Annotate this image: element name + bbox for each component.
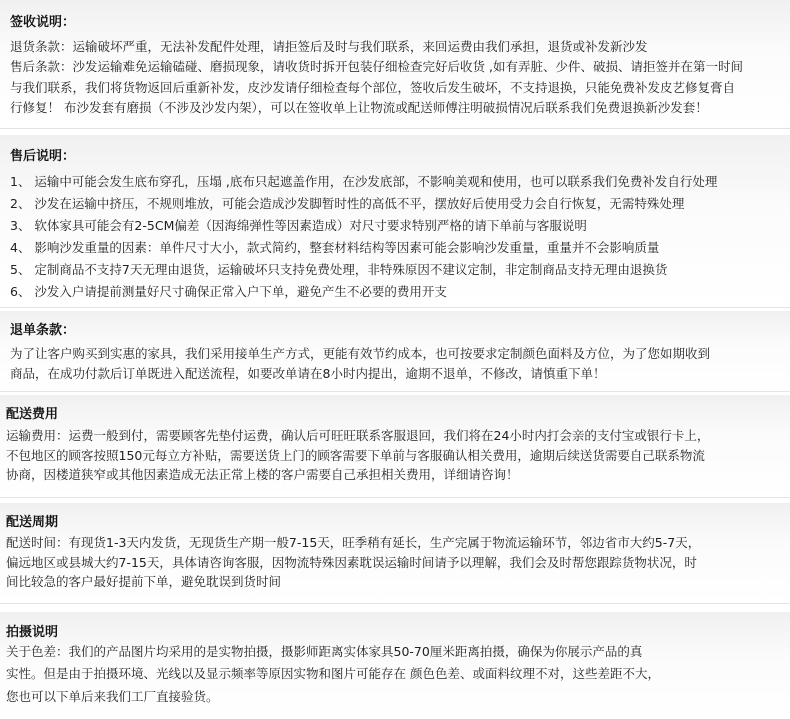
section-heading: 签收说明： (10, 15, 76, 30)
section-line: 售后条款：沙发运输难免运输磕碰、磨损现象，请收货时拆开包装仔细检查完好后收货 ,如有弄脏、少件、破损、请拒签并在第一时间 (10, 59, 743, 74)
section-delivery-time (0, 503, 790, 603)
list-item: 6、 沙发入户请提前测量好尺寸确保正常入户下单，避免产生不必要的费用开支 (10, 284, 447, 299)
section-line: 关于色差：我们的产品图片均采用的是实物拍摄，摄影师距离实体家具50-70厘米距离拍摄，确保为你展示产品的真 (6, 644, 643, 659)
list-item: 2、 沙发在运输中挤压，不规则堆放，可能会造成沙发脚暂时性的高低不平，摆放好后使用受力会自行恢复，无需特殊处理 (10, 196, 685, 211)
section-line: 间比较急的客户最好提前下单，避免耽误到货时间 (6, 574, 282, 589)
section-after-sales (0, 135, 790, 307)
divider (0, 497, 790, 498)
section-heading: 售后说明： (10, 149, 76, 164)
list-item: 5、 定制商品不支持7天无理由退货，运输破坏只支持免费处理，非特殊原因不建议定制，非定制商品支持无理由退换货 (10, 262, 668, 277)
section-line: 实性。但是由于拍摄环境、光线以及显示频率等原因实物和图片可能存在 颜色色差、或面料纹理不对，这些差距不大， (6, 666, 660, 681)
list-item: 1、 运输中可能会发生底布穿孔，压塌 ,底布只起遮盖作用，在沙发底部，不影响美观和使用，也可以联系我们免费补发自行处理 (10, 174, 718, 189)
list-item: 4、 影响沙发重量的因素：单件尺寸大小，款式简约，整套材料结构等因素可能会影响沙发重量，重量并不会影响质量 (10, 240, 660, 255)
section-line: 协商，因楼道狭窄或其他因素造成无法正常上楼的客户需要自己承担相关费用，详细请咨询！ (6, 467, 519, 482)
section-line: 行修复！ 布沙发套有磨损（不涉及沙发内架），可以在签收单上让物流或配送师傅注明破损情况后联系我们免费退换新沙发套！ (10, 100, 708, 115)
divider (0, 128, 790, 129)
divider (0, 391, 790, 392)
section-shipping-fee (0, 395, 790, 497)
section-photography (0, 612, 790, 719)
section-line: 为了让客户购买到实惠的家具，我们采用接单生产方式，更能有效节约成本，也可按要求定制颜色面料及方位，为了您如期收到 (10, 346, 711, 361)
section-heading: 退单条款： (10, 323, 76, 338)
section-line: 运输费用：运费一般到付，需要顾客先垫付运费，确认后可旺旺联系客服退回，我们将在24小时内打会亲的支付宝或银行卡上， (6, 428, 710, 443)
section-line: 退货条款：运输破坏严重，无法补发配件处理，请拒签后及时与我们联系，来回运费由我们承担，退货或补发新沙发 (10, 39, 648, 54)
section-heading: 拍摄说明 (6, 625, 59, 640)
divider (0, 307, 790, 308)
section-line: 商品，在成功付款后订单既进入配送流程，如要改单请在8小时内提出，逾期不退单，不修改，请慎重下单！ (10, 366, 606, 381)
list-item: 3、 软体家具可能会有2-5CM偏差（因海绵弹性等因素造成）对尺寸要求特别严格的请下单前与客服说明 (10, 218, 587, 233)
section-line: 与我们联系，我们将货物返回后重新补发，皮沙发请仔细检查每个部位，签收后发生破坏，不支持退换，只能免费补发皮艺修复膏自 (10, 80, 736, 95)
section-line: 您也可以下单后来我们工厂直接验货。 (6, 689, 219, 704)
section-line: 不包地区的顾客按照150元每立方补贴，需要送货上门的顾客需要下单前与客服确认相关费用，逾期后续送货需要自己联系物流 (6, 448, 705, 463)
section-line: 配送时间：有现货1-3天内发货，无现货生产期一般7-15天，旺季稍有延长，生产完属于物流运输环节，邻边省市大约5-7天， (6, 535, 701, 550)
section-heading: 配送周期 (6, 515, 59, 530)
section-cancellation (0, 311, 790, 391)
divider (0, 603, 790, 604)
section-line: 偏远地区或县城大约7-15天，具体请咨询客服，因物流特殊因素耽误运输时间请予以理解，我们会及时帮您跟踪货物状况，时 (6, 555, 697, 570)
section-heading: 配送费用 (6, 407, 59, 422)
section-signing (0, 0, 790, 128)
